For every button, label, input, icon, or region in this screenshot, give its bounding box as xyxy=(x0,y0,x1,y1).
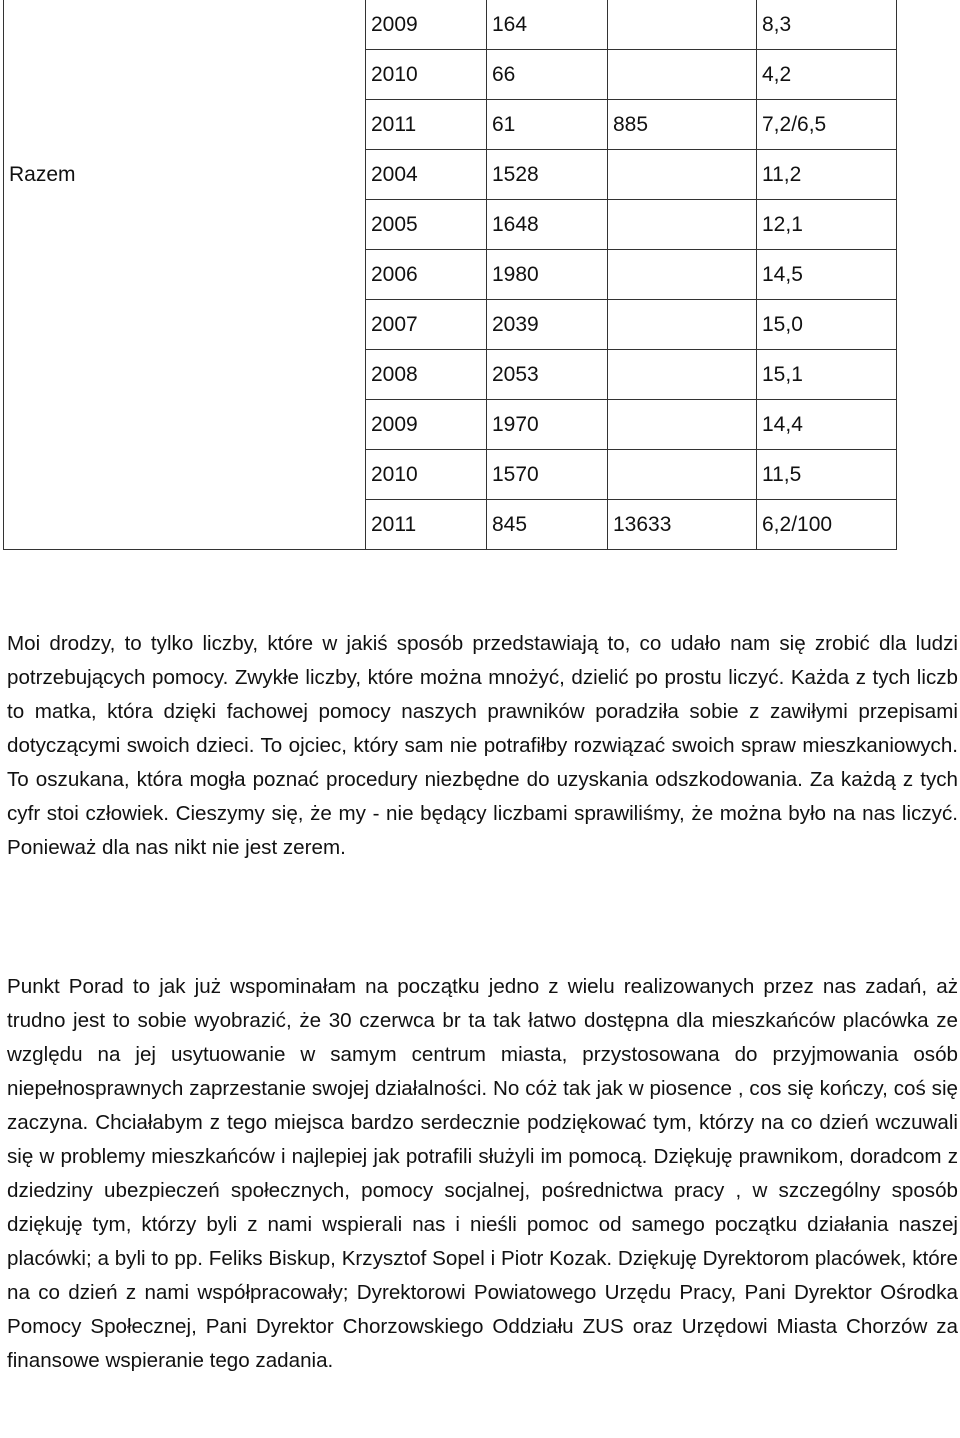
group-cell: Razem xyxy=(4,150,366,200)
value-cell: 66 xyxy=(487,50,608,100)
extra-cell xyxy=(608,0,757,50)
group-cell xyxy=(4,450,366,500)
value-cell: 2039 xyxy=(487,300,608,350)
year-cell: 2009 xyxy=(366,0,487,50)
percent-cell: 7,2/6,5 xyxy=(757,100,897,150)
extra-cell xyxy=(608,250,757,300)
extra-cell: 13633 xyxy=(608,500,757,550)
table-row xyxy=(4,0,897,50)
year-cell: 2008 xyxy=(366,350,487,400)
extra-cell xyxy=(608,200,757,250)
group-cell xyxy=(4,250,366,300)
table-row xyxy=(4,500,897,550)
group-cell xyxy=(4,100,366,150)
group-cell xyxy=(4,300,366,350)
percent-cell: 14,5 xyxy=(757,250,897,300)
percent-cell: 15,1 xyxy=(757,350,897,400)
year-cell: 2006 xyxy=(366,250,487,300)
percent-cell: 15,0 xyxy=(757,300,897,350)
value-cell: 164 xyxy=(487,0,608,50)
value-cell: 1980 xyxy=(487,250,608,300)
extra-cell xyxy=(608,450,757,500)
statistics-table xyxy=(3,0,897,550)
group-cell xyxy=(4,200,366,250)
group-cell xyxy=(4,500,366,550)
table-row xyxy=(4,400,897,450)
value-cell: 61 xyxy=(487,100,608,150)
year-cell: 2011 xyxy=(366,500,487,550)
extra-cell xyxy=(608,300,757,350)
table-row xyxy=(4,250,897,300)
year-cell: 2005 xyxy=(366,200,487,250)
paragraph-numbers-meaning: Moi drodzy, to tylko liczby, które w jakiś sposób przedstawiają to, co udało nam się zrobić dla ludzi potrzebujących pomocy. Zwykłe liczby, które można mnożyć, dzielić po prostu liczyć. Każda z tych liczb to matka, która dzięki fachowej pomocy naszych prawników poradziła sobie z zawiłymi przepisami dotyczącymi swoich dzieci. To ojciec, który sam nie potrafiłby rozwiązać swoich spraw mieszkaniowych. To oszukana, która mogła poznać procedury niezbędne do uzyskania odszkodowania. Za każdą z tych cyfr stoi człowiek. Cieszymy się, że my - nie będący liczbami sprawiliśmy, że można było na nas liczyć. Ponieważ dla nas nikt nie jest zerem. xyxy=(7,632,958,859)
percent-cell: 12,1 xyxy=(757,200,897,250)
table-row xyxy=(4,450,897,500)
group-cell xyxy=(4,400,366,450)
year-cell: 2010 xyxy=(366,50,487,100)
percent-cell: 6,2/100 xyxy=(757,500,897,550)
value-cell: 1648 xyxy=(487,200,608,250)
paragraph-thanks: Punkt Porad to jak już wspominałam na początku jedno z wielu realizowanych przez nas zadań, aż trudno jest to sobie wyobrazić, że 30 czerwca br ta tak łatwo dostępna dla mieszkańców placówka ze względu na jej usytuowanie w samym centrum miasta, przystosowana do przyjmowania osób niepełnosprawnych zaprzestanie swojej działalności. No cóż tak jak w piosence , cos się kończy, coś się zaczyna. Chciałabym z tego miejsca bardzo serdecznie podziękować tym, którzy na co dzień wczuwali się w problemy mieszkańców i najlepiej jak potrafili służyli im pomocą. Dziękuję prawnikom, doradcom z dziedziny ubezpieczeń społecznych, pomocy socjalnej, pośrednictwa pracy , w szczególny sposób dziękuję tym, którzy byli z nami wspierali nas i nieśli pomoc od samego początku działania naszej placówki; a byli to pp. Feliks Biskup, Krzysztof Sopel i Piotr Kozak. Dziękuję Dyrektorom placówek, które na co dzień z nami współpracowały; Dyrektorowi Powiatowego Urzędu Pracy, Pani Dyrektor Ośrodka Pomocy Społecznej, Pani Dyrektor Chorzowskiego Oddziału ZUS oraz Urzędowi Miasta Chorzów za finansowe wspieranie tego zadania. xyxy=(7,975,958,1372)
table-row xyxy=(4,200,897,250)
percent-cell: 11,5 xyxy=(757,450,897,500)
percent-cell: 8,3 xyxy=(757,0,897,50)
year-cell: 2010 xyxy=(366,450,487,500)
percent-cell: 11,2 xyxy=(757,150,897,200)
year-cell: 2004 xyxy=(366,150,487,200)
value-cell: 845 xyxy=(487,500,608,550)
year-cell: 2011 xyxy=(366,100,487,150)
extra-cell xyxy=(608,400,757,450)
group-cell xyxy=(4,0,366,50)
percent-cell: 14,4 xyxy=(757,400,897,450)
extra-cell xyxy=(608,350,757,400)
year-cell: 2009 xyxy=(366,400,487,450)
value-cell: 1570 xyxy=(487,450,608,500)
table-row xyxy=(4,50,897,100)
extra-cell xyxy=(608,50,757,100)
value-cell: 1528 xyxy=(487,150,608,200)
table-row xyxy=(4,150,897,200)
extra-cell xyxy=(608,150,757,200)
value-cell: 1970 xyxy=(487,400,608,450)
year-cell: 2007 xyxy=(366,300,487,350)
group-cell xyxy=(4,50,366,100)
table-row xyxy=(4,100,897,150)
percent-cell: 4,2 xyxy=(757,50,897,100)
group-cell xyxy=(4,350,366,400)
extra-cell: 885 xyxy=(608,100,757,150)
value-cell: 2053 xyxy=(487,350,608,400)
table-row xyxy=(4,300,897,350)
table-row xyxy=(4,350,897,400)
